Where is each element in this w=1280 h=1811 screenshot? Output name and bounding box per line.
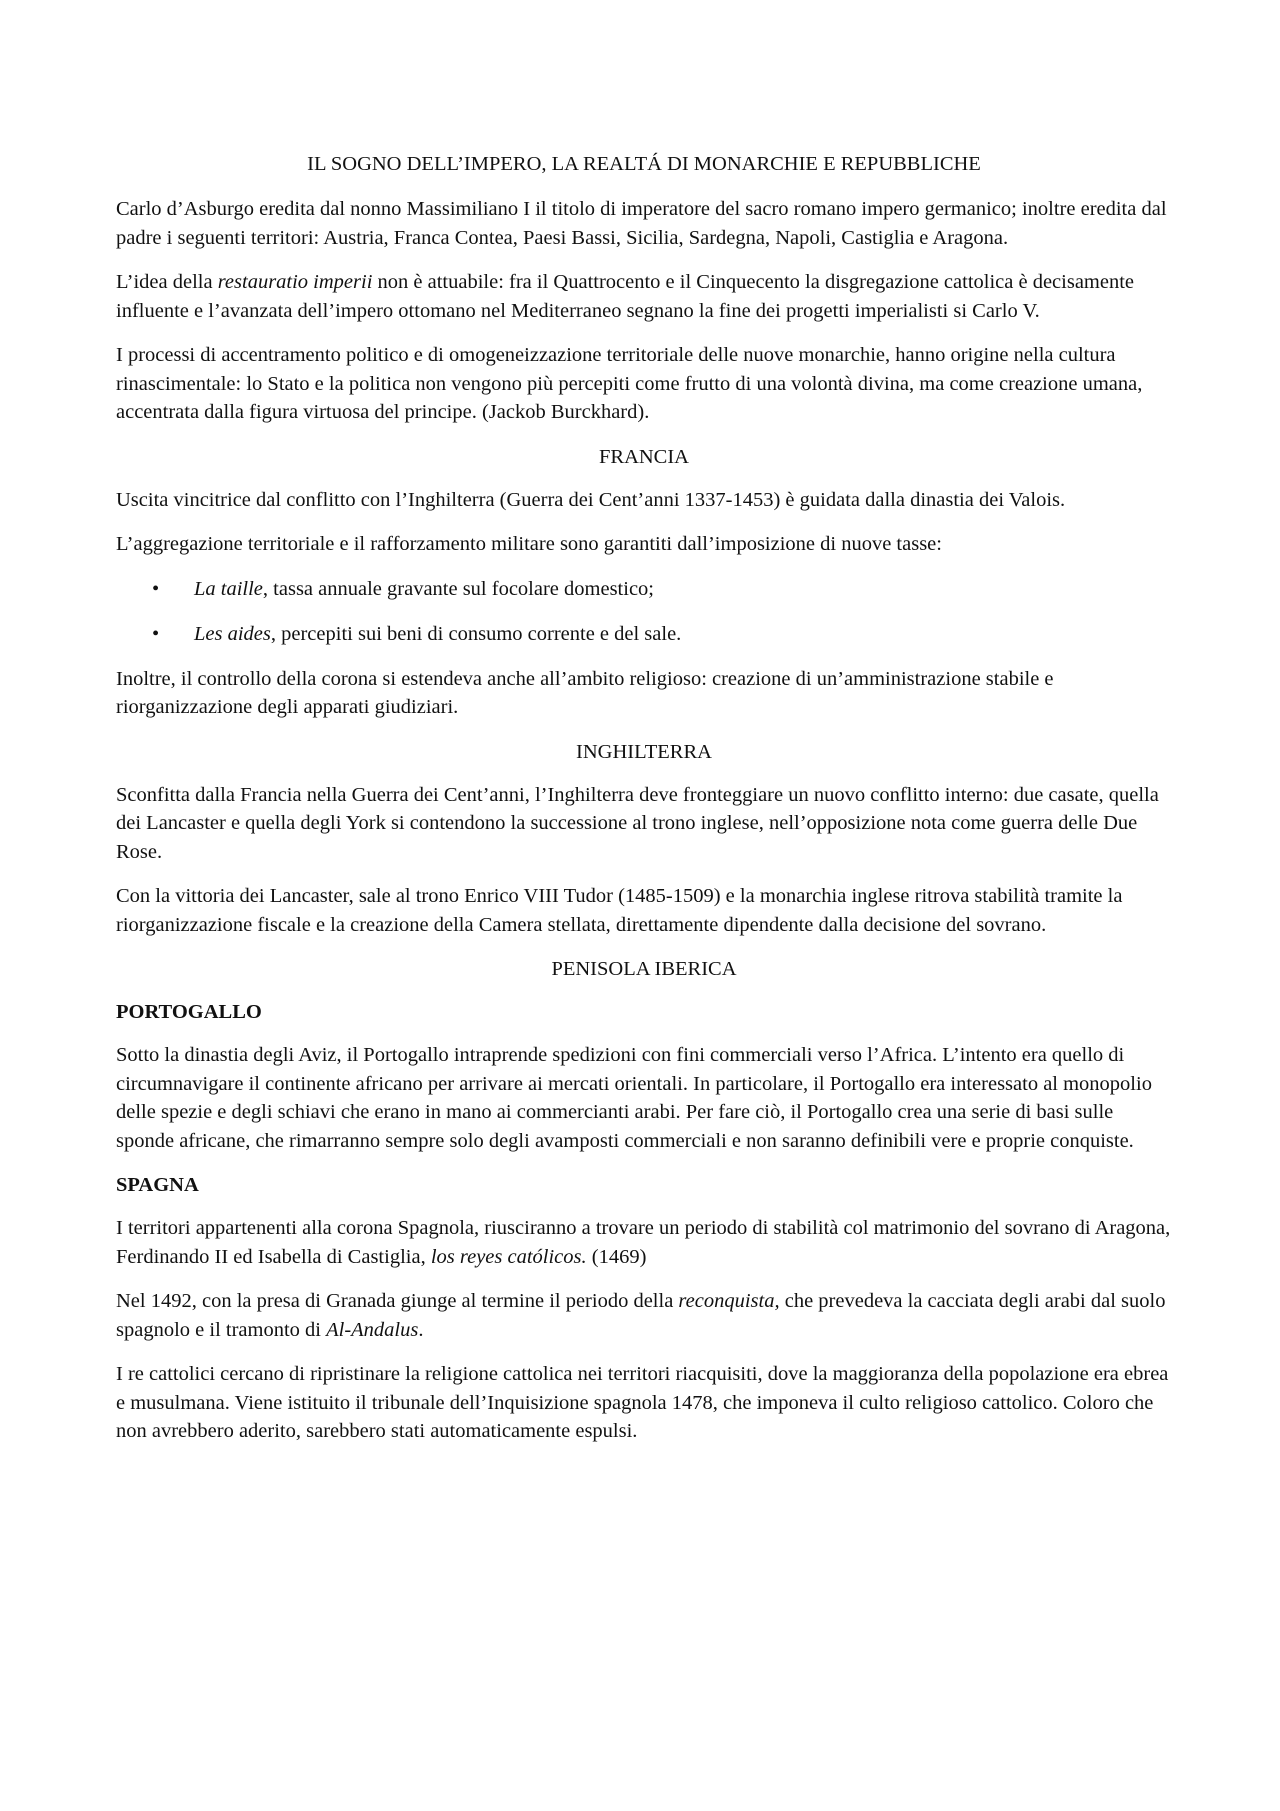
subheading-portogallo: PORTOGALLO: [116, 1001, 262, 1023]
intro-paragraph-2-rest: non è attuabile: fra il Quattrocento e il Cinquecento la disgregazione cattolica è decisamente influente e l’avanzata dell’impero ottomano nel Mediterraneo segnano la fine dei progetti imperialisti si Carlo V.: [116, 271, 1135, 322]
spagna-paragraph-3: I re cattolici cercano di ripristinare la religione cattolica nei territori riacquisiti, dove la maggioranza della popolazione era ebrea e musulmana. Viene istituito il tribunale dell’Inquisizione spagnola 1478, che imponeva il culto religioso cattolico. Coloro che non avrebbero aderito, sarebbero stati automaticamente espulsi.: [116, 1363, 1169, 1442]
intro-paragraph-2-lead: L’idea della: [116, 271, 218, 293]
spagna-paragraph-2-italic-term-2: Al-Andalus: [326, 1318, 419, 1341]
spagna-paragraph-2-end: .: [418, 1318, 424, 1341]
francia-paragraph-1: Uscita vincitrice dal conflitto con l’Inghilterra (Guerra dei Cent’anni 1337-1453) è guidata dalla dinastia dei Valois.: [116, 488, 1066, 511]
spagna-paragraph-2-middle: che prevedeva la cacciata degli arabi dal suolo spagnolo e il tramonto di: [116, 1290, 1166, 1341]
list-item-text: , percepiti sui beni di consumo corrente e del sale.: [270, 623, 682, 645]
section-heading-inghilterra: INGHILTERRA: [576, 740, 712, 763]
inghilterra-paragraph-2: Con la vittoria dei Lancaster, sale al trono Enrico VIII Tudor (1485-1509) e la monarchia inglese ritrova stabilità tramite la riorganizzazione fiscale e la creazione della Camera stellata, direttamente dipendente dalla decisione del sovrano.: [116, 885, 1123, 936]
section-heading-penisola-iberica: PENISOLA IBERICA: [551, 958, 737, 980]
list-item-italic-term: La taille: [194, 577, 263, 600]
spagna-paragraph-1: [116, 1214, 1172, 1271]
document-title: IL SOGNO DELL’IMPERO, LA REALTÁ DI MONARCHIE E REPUBBLICHE: [307, 153, 981, 175]
subheading-spagna: SPAGNA: [116, 1174, 199, 1196]
list-item: [116, 620, 1172, 649]
document-body: [116, 150, 1172, 1462]
intro-paragraph-2-italic-term: restauratio imperii: [217, 271, 373, 293]
spagna-paragraph-2: [116, 1287, 1172, 1344]
francia-paragraph-3: Inoltre, il controllo della corona si estendeva anche all’ambito religioso: creazione di un’amministrazione stabile e riorganizzazione degli apparati giudiziari.: [116, 667, 1054, 718]
bullet-icon: •: [152, 577, 160, 600]
spagna-paragraph-1-lead: I territori appartenenti alla corona Spagnola, riusciranno a trovare un periodo di stabilità col matrimonio del sovrano di Aragona, Ferdinando II ed Isabella di Castiglia,: [116, 1217, 1171, 1268]
francia-tax-list: [116, 575, 1172, 649]
intro-paragraph-2: [116, 268, 1172, 325]
bullet-icon: •: [152, 623, 160, 645]
spagna-paragraph-1-italic-term: los reyes católicos.: [430, 1245, 587, 1268]
intro-paragraph-1: Carlo d’Asburgo eredita dal nonno Massimiliano I il titolo di imperatore del sacro romano impero germanico; inoltre eredita dal padre i seguenti territori: Austria, Franca Contea, Paesi Bassi, Sicilia, Sardegna, Napoli, Castiglia e Aragona.: [116, 198, 1167, 249]
list-item-text: , tassa annuale gravante sul focolare domestico;: [262, 577, 654, 600]
portogallo-paragraph-1: Sotto la dinastia degli Aviz, il Portogallo intraprende spedizioni con fini commerciali verso l’Africa. L’intento era quello di circumnavigare il continente africano per arrivare ai mercati orientali. In particolare, il Portogallo era interessato al monopolio delle spezie e degli schiavi che erano in mano ai commercianti arabi. Per fare ciò, il Portogallo crea una serie di basi sulle sponde africane, che rimarranno sempre solo degli avamposti commerciali e non saranno definibili vere e proprie conquiste.: [116, 1044, 1152, 1152]
intro-paragraph-3: I processi di accentramento politico e di omogeneizzazione territoriale delle nuove monarchie, hanno origine nella cultura rinascimentale: lo Stato e la politica non vengono più percepiti come frutto di una volontà divina, ma come creazione umana, accentrata dalla figura virtuosa del principe. (Jackob Burckhard).: [116, 344, 1143, 423]
spagna-paragraph-2-lead: Nel 1492, con la presa di Granada giunge al termine il periodo della: [116, 1290, 679, 1312]
spagna-paragraph-1-rest: (1469): [586, 1245, 647, 1268]
list-item-italic-term: Les aides: [194, 623, 271, 645]
spagna-paragraph-2-italic-term: reconquista,: [678, 1290, 780, 1312]
list-item: [116, 575, 1172, 604]
francia-paragraph-2: L’aggregazione territoriale e il rafforzamento militare sono garantiti dall’imposizione di nuove tasse:: [116, 533, 942, 555]
inghilterra-paragraph-1: Sconfitta dalla Francia nella Guerra dei Cent’anni, l’Inghilterra deve fronteggiare un nuovo conflitto interno: due casate, quella dei Lancaster e quella degli York si contendono la successione al trono inglese, nell’opposizione nota come guerra delle Due Rose.: [116, 783, 1159, 863]
section-heading-francia: FRANCIA: [599, 445, 689, 468]
